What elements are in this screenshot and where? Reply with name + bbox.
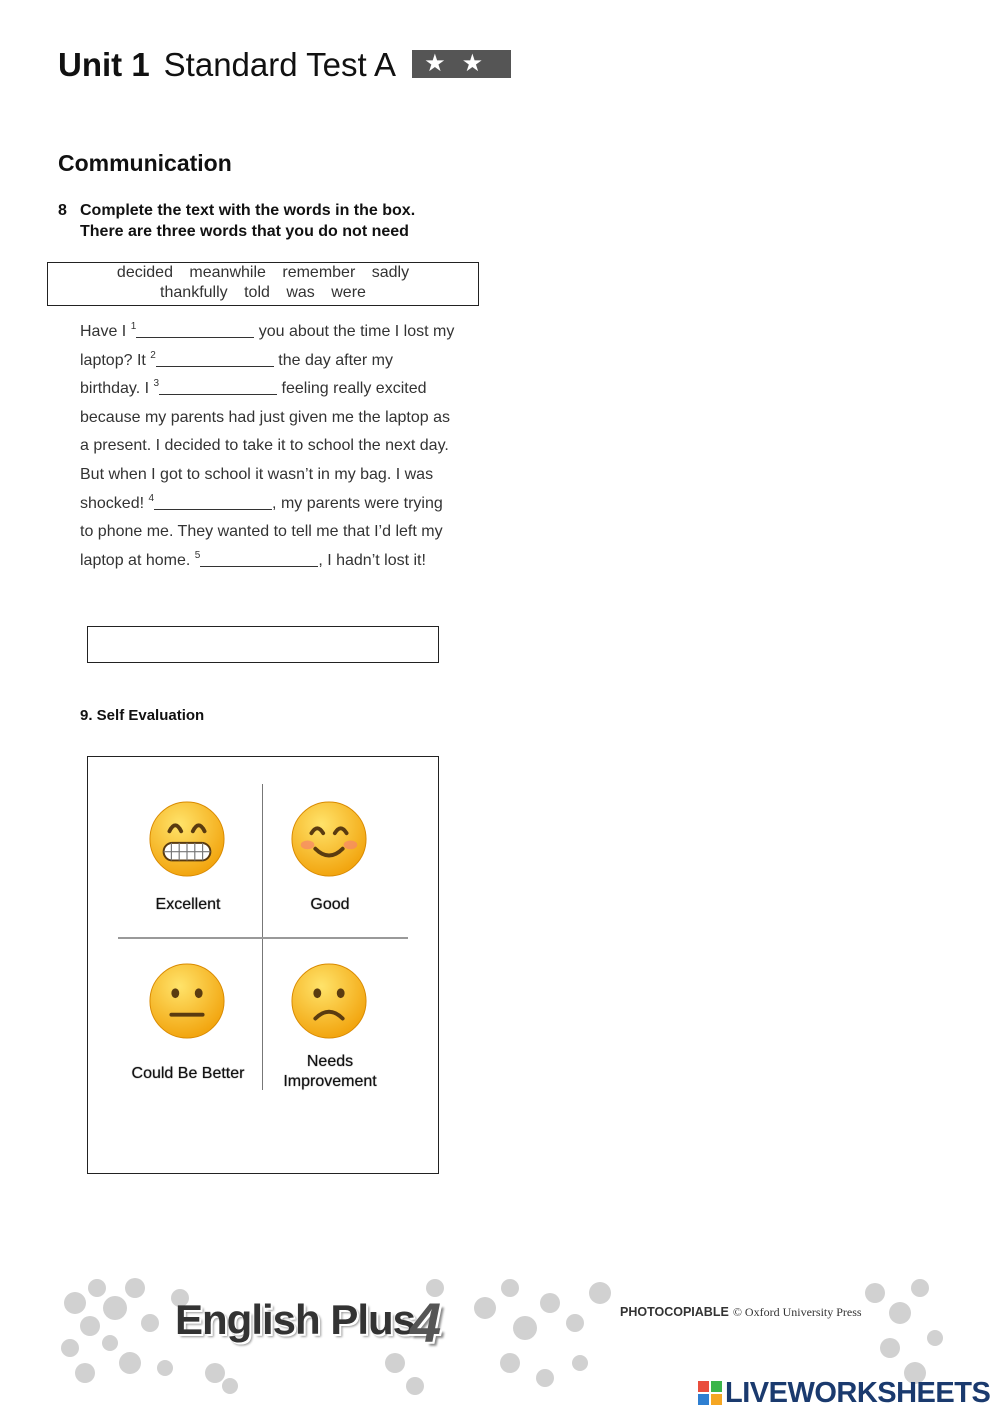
option-label-could-be-better: Could Be Better	[131, 1065, 245, 1082]
neutral-face-icon[interactable]	[148, 962, 226, 1045]
gap-2-blank[interactable]	[156, 352, 274, 367]
word-option: told	[244, 284, 270, 301]
grid-divider-horizontal	[118, 937, 408, 939]
passage-line: a present. I decided to take it to school the next day.	[80, 437, 449, 455]
instruction-line-1: Complete the text with the words in the box.	[80, 202, 416, 219]
passage-line: Have I $^1$ you about the time I lost my	[80, 321, 455, 340]
gap-number: 1	[130, 321, 137, 332]
option-label-excellent: Excellent	[155, 896, 221, 913]
test-name: Standard Test A	[163, 46, 397, 83]
watermark-text: LIVEWORKSHEETS	[725, 1377, 991, 1409]
grinning-face-icon[interactable]	[148, 800, 226, 883]
passage-line: because my parents had just given me the laptop as	[80, 408, 450, 426]
option-label-good: Good	[310, 896, 350, 913]
option-label-needs-improvement: Needs Improvement	[283, 1053, 377, 1090]
frowning-face-icon[interactable]	[290, 962, 368, 1045]
word-option: was	[286, 284, 315, 301]
instruction-line-2: There are three words that you do not need	[80, 223, 409, 240]
word-option: thankfully	[160, 284, 228, 301]
word-option: were	[331, 284, 366, 301]
word-option: meanwhile	[189, 264, 266, 281]
self-evaluation-title: 9. Self Evaluation	[80, 707, 205, 724]
word-box-row-1	[48, 263, 478, 283]
liveworksheets-watermark[interactable]	[698, 1377, 990, 1413]
unit-label: Unit 1	[58, 46, 150, 83]
exercise-8-instruction	[58, 200, 415, 242]
passage-line: shocked! $^4$ , my parents were trying	[80, 492, 443, 512]
difficulty-stars: ★★	[412, 50, 511, 78]
exercise-number: 8	[58, 202, 67, 219]
passage-line: But when I got to school it wasn’t in my bag. I was	[80, 465, 434, 483]
brand-level-number: 4	[410, 1291, 442, 1354]
word-option: remember	[282, 264, 356, 281]
section-title: Communication	[58, 150, 232, 176]
page-title	[58, 46, 511, 84]
gap-4-blank[interactable]	[154, 495, 272, 510]
word-option: decided	[116, 264, 173, 281]
passage-line: to phone me. They wanted to tell me that I’d left my	[80, 523, 443, 541]
gap-number: 4	[148, 492, 155, 504]
copyright-text: © Oxford University Press	[732, 1305, 862, 1319]
passage-line: birthday. I $^3$ feeling really excited	[80, 378, 427, 398]
gap-number: 2	[150, 349, 156, 361]
gap-number: 3	[153, 378, 160, 390]
photocopiable-label: PHOTOCOPIABLE	[620, 1305, 729, 1319]
passage-line: laptop at home. $^5$ , I hadn’t lost it!	[80, 549, 426, 569]
liveworksheets-logo-icon	[698, 1380, 722, 1413]
self-evaluation-box	[87, 756, 439, 1174]
passage-line: laptop? It $^2$ the day after my	[80, 349, 394, 369]
brand-logo-text: English Plus	[175, 1296, 416, 1343]
answer-input-box[interactable]	[87, 626, 439, 663]
smiling-face-icon[interactable]	[290, 800, 368, 883]
word-box	[47, 262, 479, 306]
gap-1-blank[interactable]	[136, 323, 254, 338]
passage-text	[80, 318, 480, 575]
word-option: sadly	[371, 264, 410, 281]
word-box-row-2	[48, 283, 478, 303]
photocopiable-notice	[620, 1305, 862, 1320]
gap-3-blank[interactable]	[159, 380, 277, 395]
gap-5-blank[interactable]	[200, 552, 318, 567]
gap-number: 5	[194, 549, 201, 561]
